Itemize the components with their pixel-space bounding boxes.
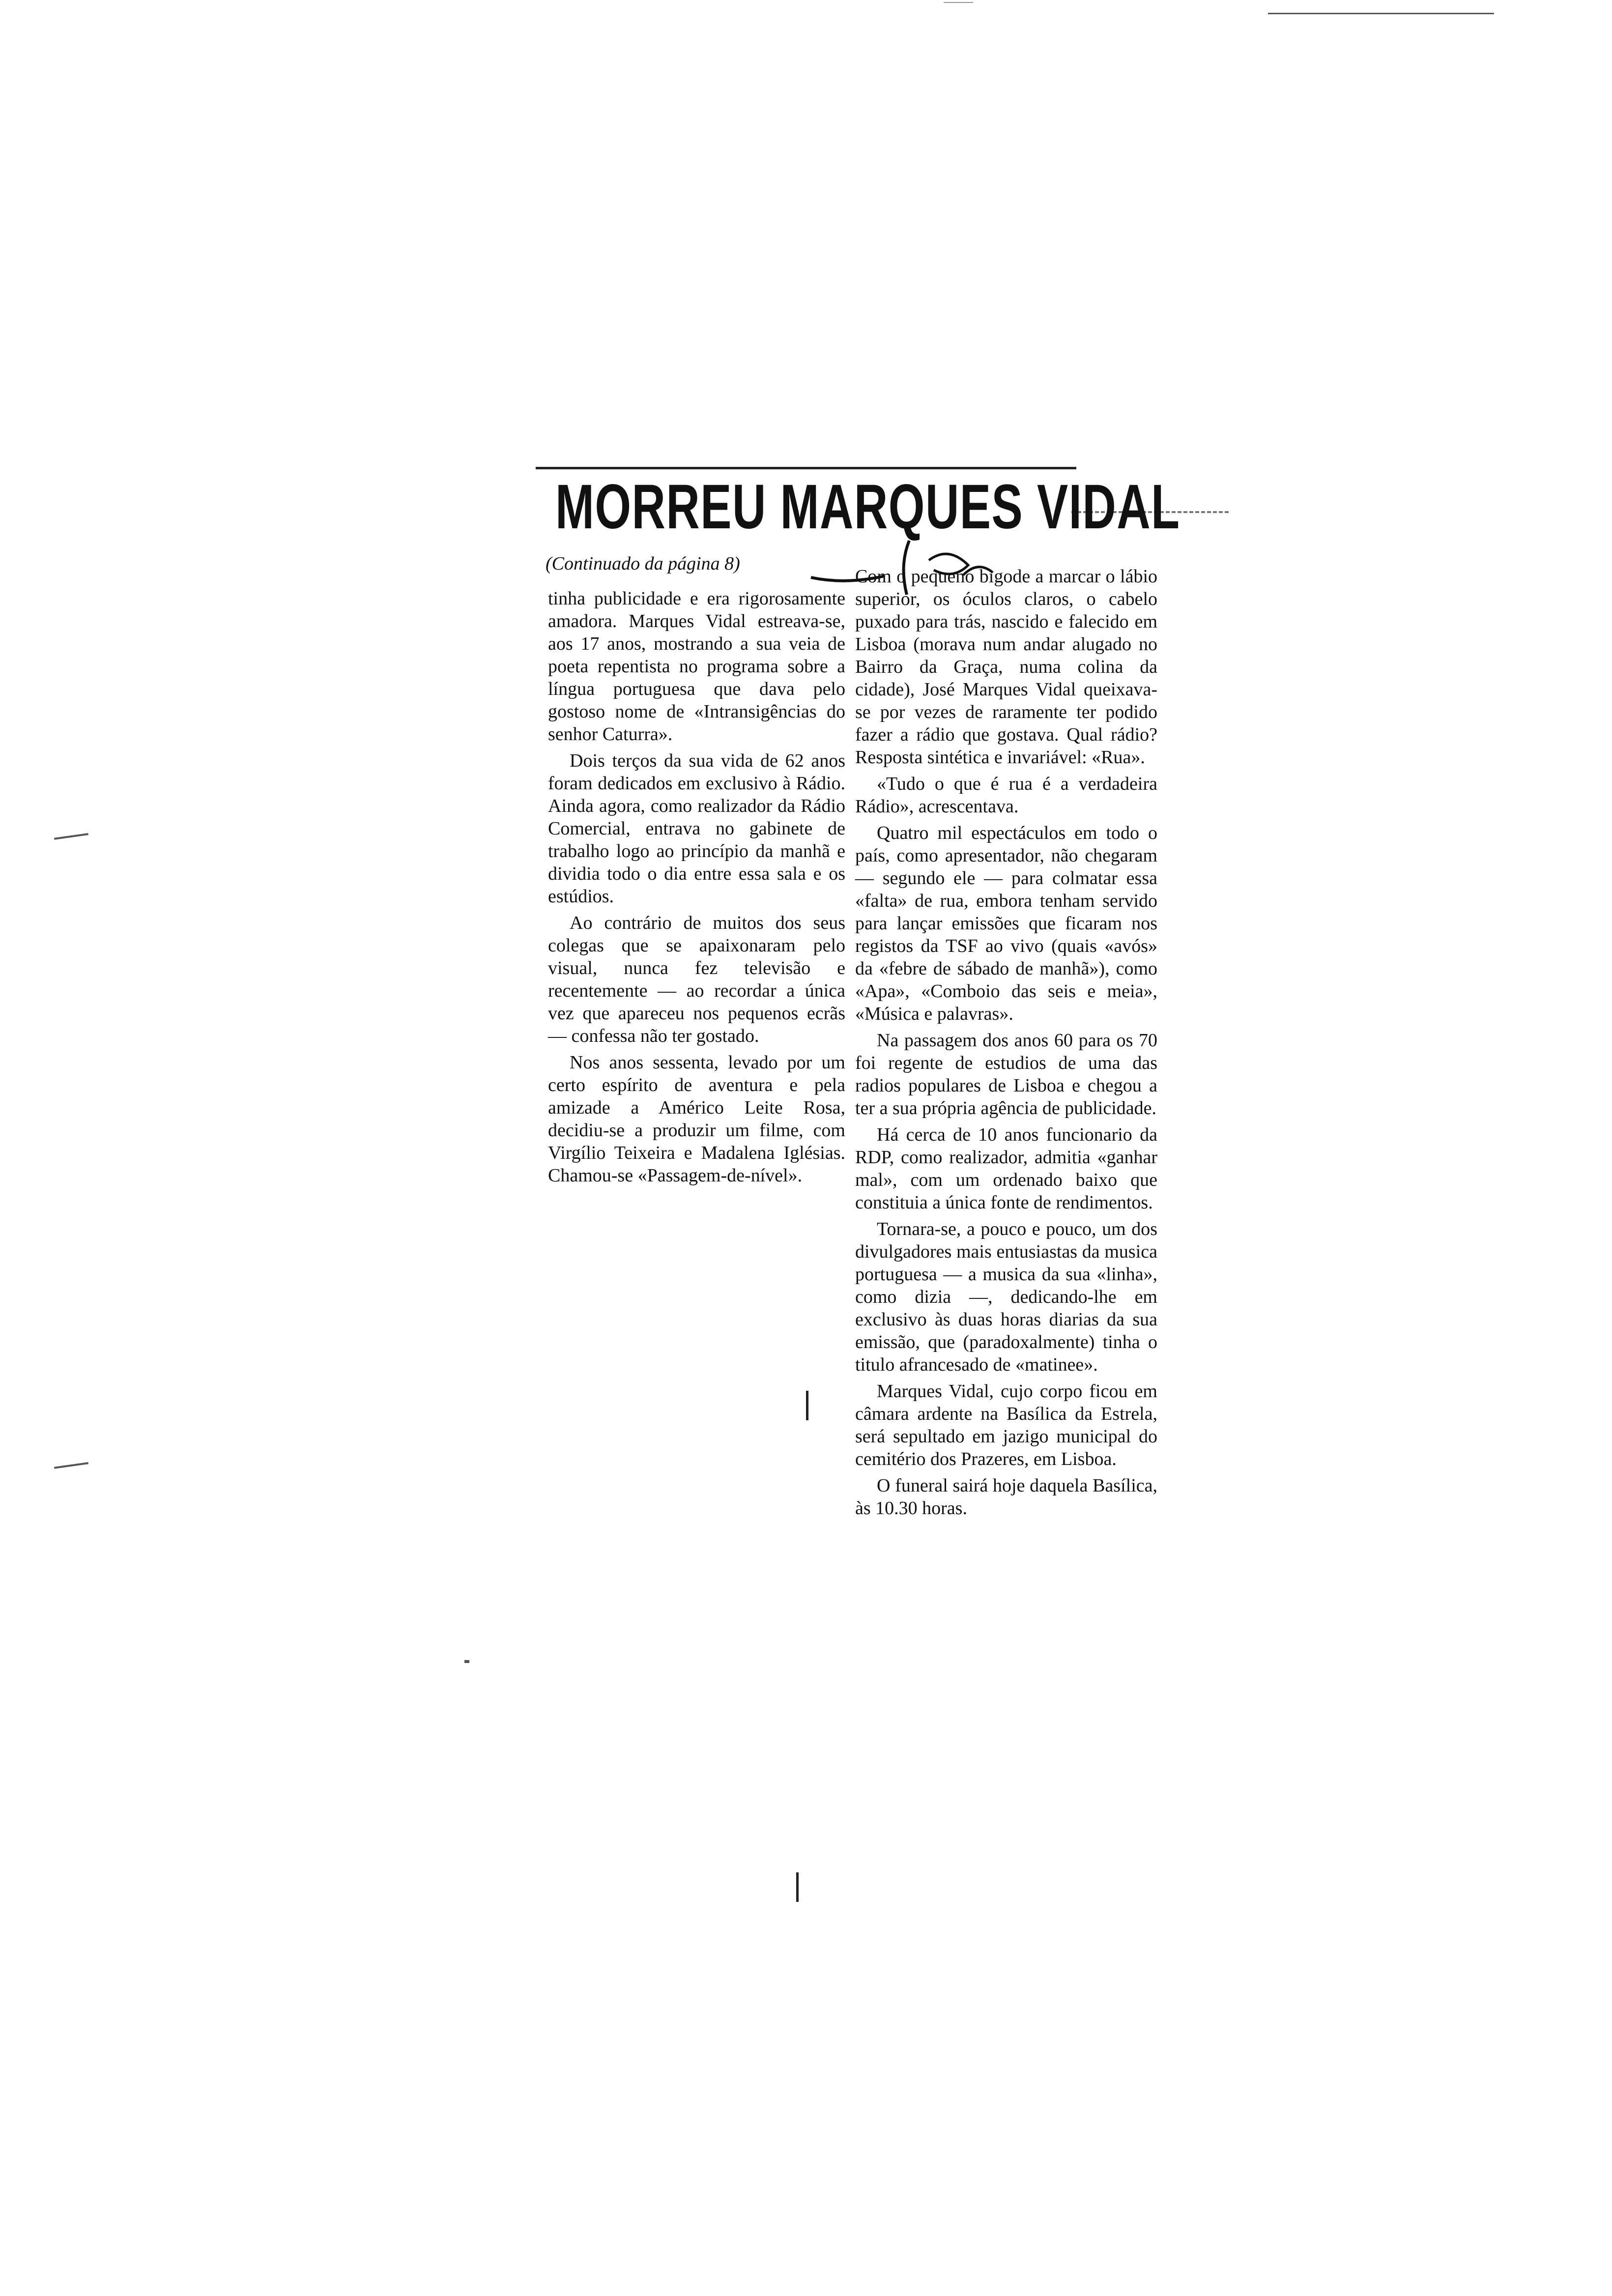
top-rule [536, 467, 1076, 469]
headline: MORREU MARQUES VIDAL [555, 472, 1180, 542]
column-2 [855, 565, 1157, 1523]
paragraph: Na passagem dos anos 60 para os 70 foi regente de estudios de uma das radios populares de Lisboa e chegou a ter a sua própria agência de publicidade. [855, 1030, 1157, 1119]
margin-tick [806, 1391, 808, 1420]
scan-artifact-top-center [944, 2, 973, 3]
paragraph: O funeral sairá hoje daquela Basílica, às 10.30 horas. [855, 1475, 1157, 1519]
paragraph: Nos anos sessenta, levado por um certo espírito de aventura e pela amizade a Américo Leite Rosa, decidiu-se a produzir um filme, com Virgílio Teixeira e Madalena Iglésias. Chamou-se «Passagem-de-nível». [548, 1052, 845, 1186]
paragraph: tinha publicidade e era rigorosamente amadora. Marques Vidal estreava-se, aos 17 anos, mostrando a sua veia de poeta repentista no programa sobre a língua portuguesa que dava pelo gostoso nome de «Intransigências do senhor Caturra». [548, 588, 845, 745]
scan-artifact-left-mark-2 [54, 1462, 88, 1469]
paragraph: «Tudo o que é rua é a verdadeira Rádio», acrescentava. [855, 774, 1157, 817]
paragraph: Tornara-se, a pouco e pouco, um dos divulgadores mais entusiastas da musica portuguesa — a musica da sua «linha», como dizia —, dedicando-lhe em exclusivo às duas horas diarias da sua emissão, que (paradoxalmente) tinha o titulo afrancesado de «matinee». [855, 1219, 1157, 1375]
paragraph: Com o pequeno bigode a marcar o lábio superior, os óculos claros, o cabelo puxado para trás, nascido e falecido em Lisboa (morava num andar alugado no Bairro da Graça, numa colina da cidade), José Marques Vidal queixava-se por vezes de raramente ter podido fazer a rádio que gostava. Qual rádio? Resposta sintética e invariável: «Rua». [855, 566, 1157, 768]
margin-tick [796, 1872, 799, 1902]
paragraph: Quatro mil espectáculos em todo o país, como apresentador, não chegaram — segundo ele — para colmatar essa «falta» de rua, embora tenham servido para lançar emissões que ficaram nos registos da TSF ao vivo (quais «avós» da «febre de sábado de manhã»), como «Apa», «Comboio das seis e meia», «Música e palavras». [855, 823, 1157, 1024]
continuation-note: (Continuado da página 8) [546, 553, 740, 574]
scan-artifact-dot [464, 1660, 469, 1663]
scan-artifact-top-right [1268, 13, 1494, 14]
paragraph: Marques Vidal, cujo corpo ficou em câmara ardente na Basílica da Estrela, será sepultado em jazigo municipal do cemitério dos Prazeres, em Lisboa. [855, 1381, 1157, 1469]
scan-artifact-left-mark-1 [54, 833, 88, 840]
paragraph: Ao contrário de muitos dos seus colegas que se apaixonaram pelo visual, nunca fez televisão e recentemente — ao recordar a única vez que apareceu nos pequenos ecrãs — confessa não ter gostado. [548, 913, 845, 1046]
paragraph: Há cerca de 10 anos funcionario da RDP, como realizador, admitia «ganhar mal», com um ordenado baixo que constituia a única fonte de rendimentos. [855, 1124, 1157, 1213]
column-1 [548, 587, 845, 1191]
paragraph: Dois terços da sua vida de 62 anos foram dedicados em exclusivo à Rádio. Ainda agora, como realizador da Rádio Comercial, entrava no gabinete de trabalho logo ao princípio da manhã e dividia todo o dia entre essa sala e os estúdios. [548, 750, 845, 907]
newspaper-clipping [521, 467, 1180, 1941]
